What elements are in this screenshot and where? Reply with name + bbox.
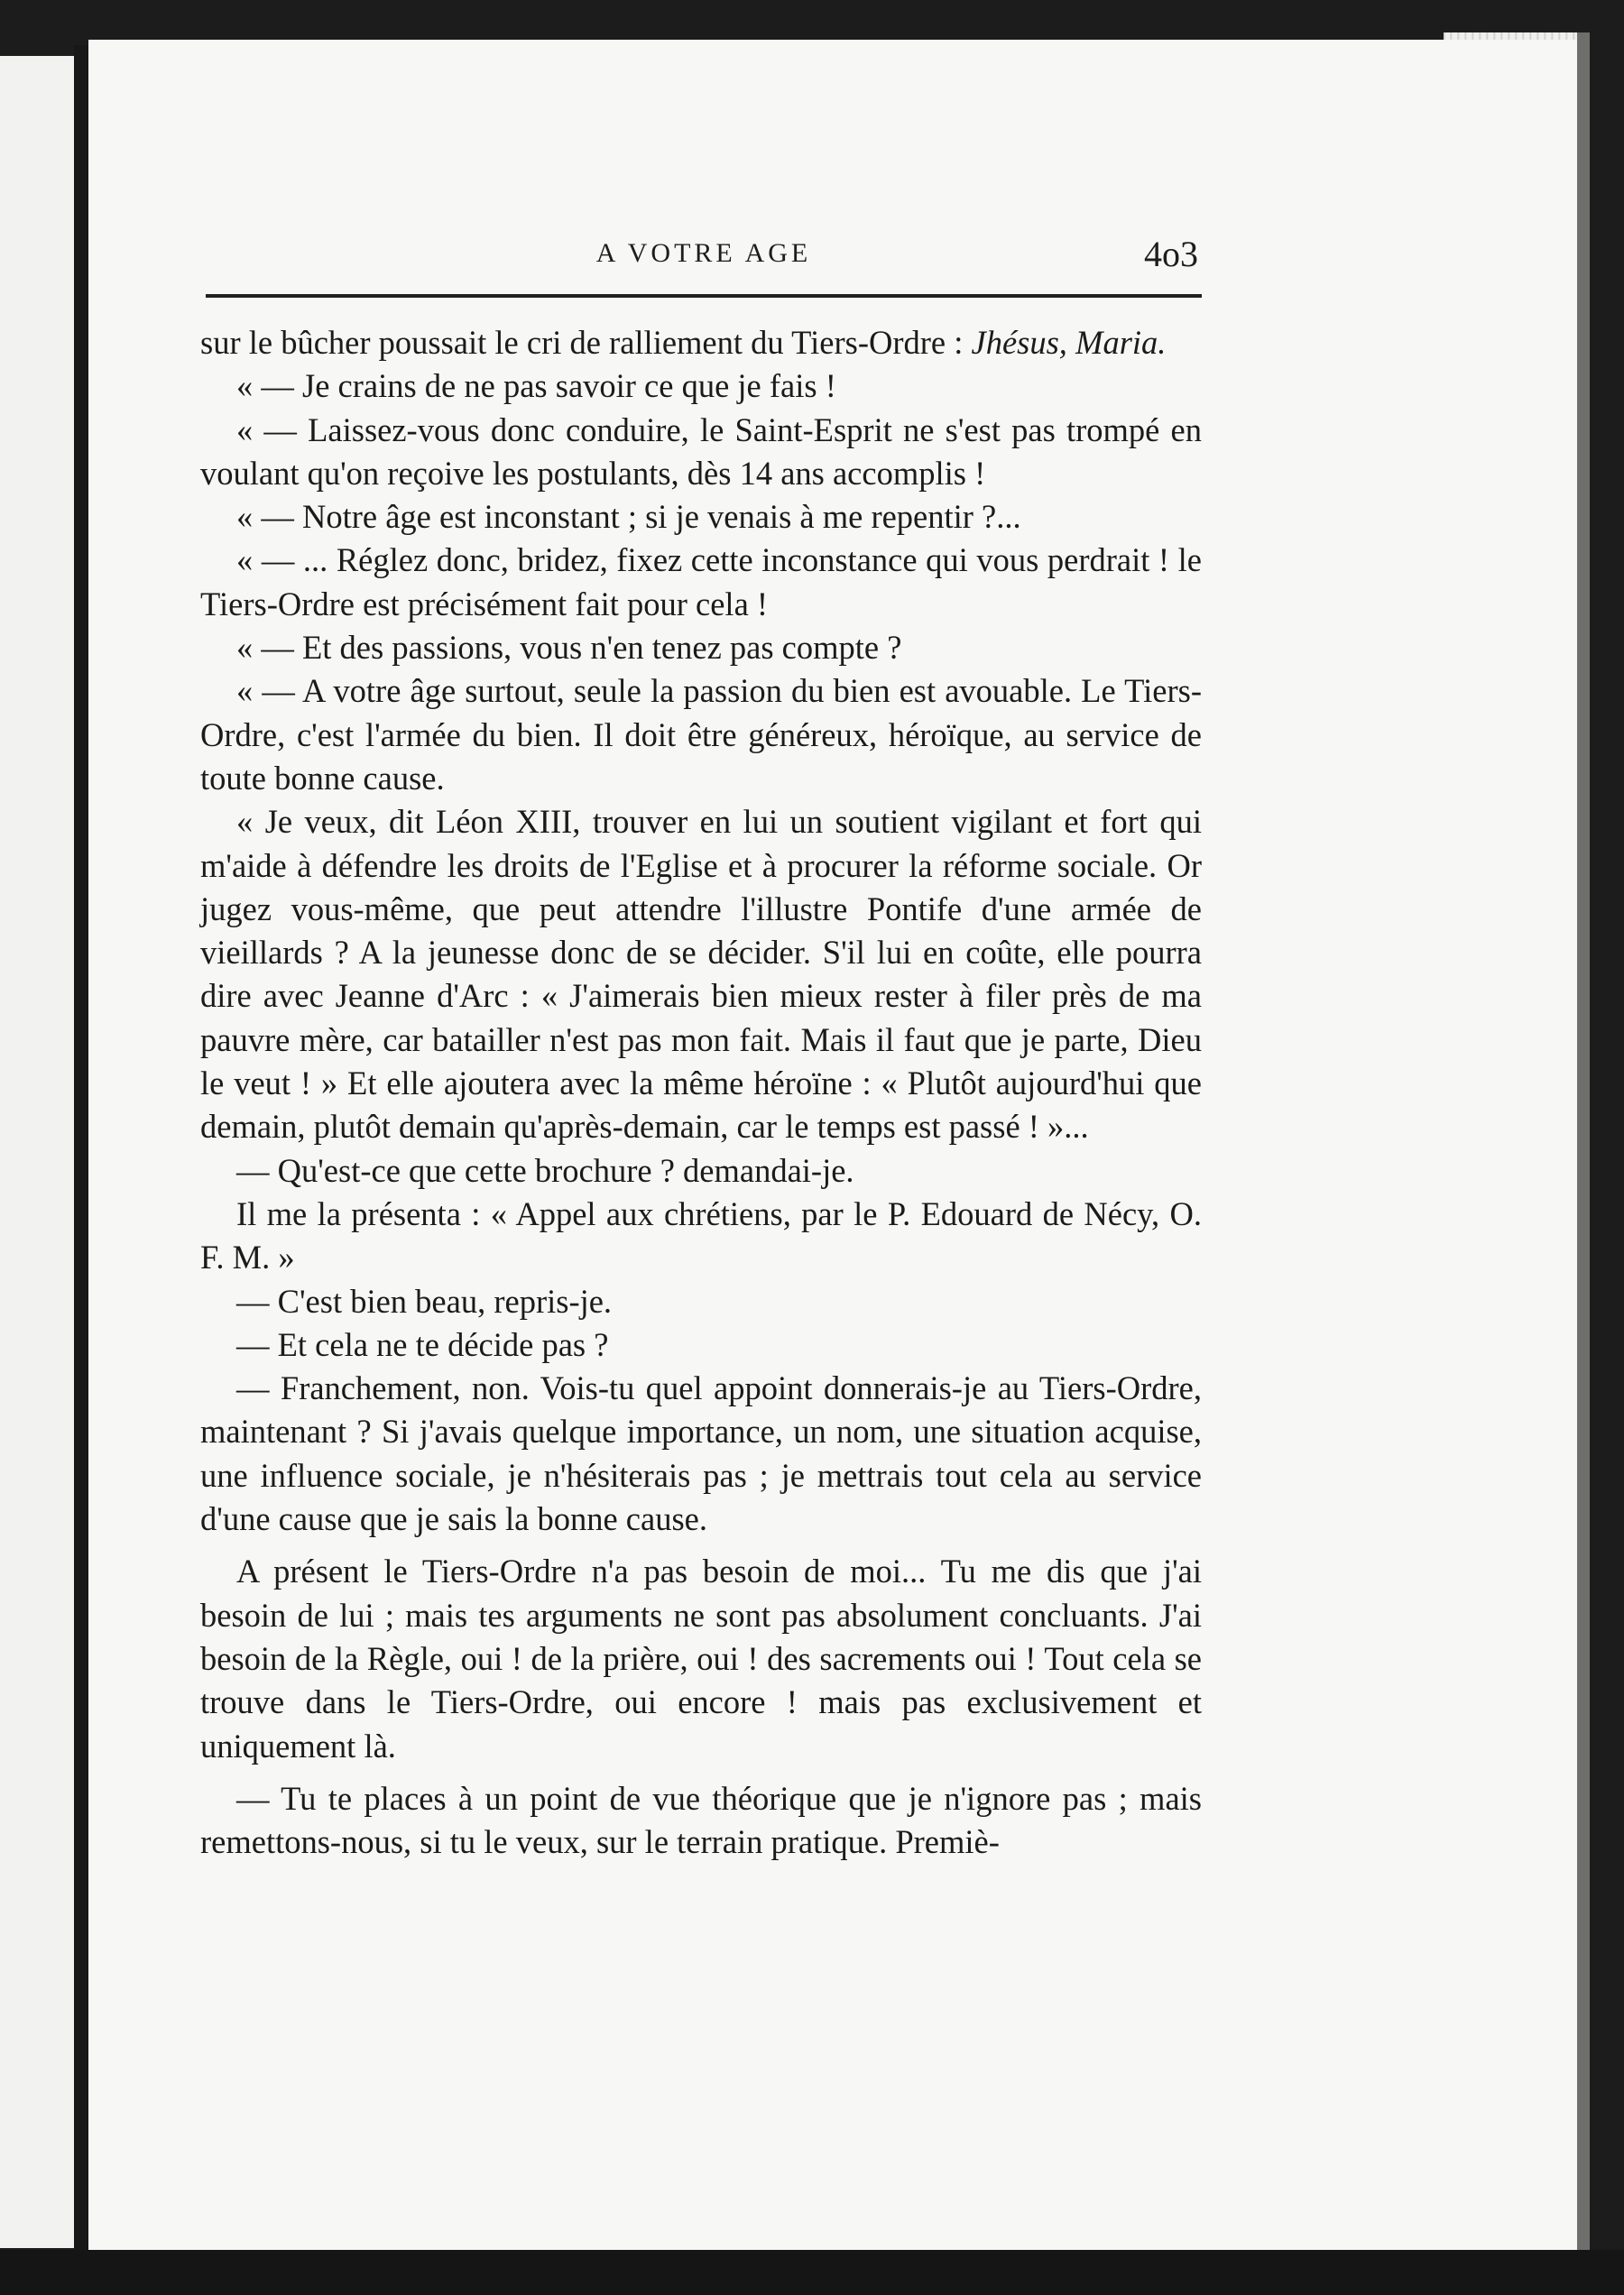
left-page-edge — [0, 56, 74, 2248]
page-body — [200, 321, 1202, 1864]
paragraph-15: — Tu te places à un point de vue théorique que je n'ignore pas ; mais remettons-nous, si tu le veux, sur le terrain pratique. Premiè- — [200, 1779, 1202, 1861]
paragraph-14: A présent le Tiers-Ordre n'a pas besoin de moi... Tu me dis que j'ai besoin de lui ; mais tes arguments ne sont pas absolument concluants. J'ai besoin de la Règle, oui ! de la prière, oui ! des sacrements oui ! Tout cela se trouve dans le Tiers-Ordre, oui encore ! mais pas exclusivement et uniquement là. — [200, 1553, 1202, 1765]
paragraph-11: — C'est bien beau, repris-je. — [236, 1282, 613, 1320]
page-header — [206, 233, 1202, 298]
paragraph-8: « Je veux, dit Léon XIII, trouver en lui un soutient vigilant et fort qui m'aide à défendre les droits de l'Eglise et à procurer la réforme sociale. Or jugez vous-même, que peut attendre l'illustre Pontife d'une armée de vieillards ? A la jeunesse donc de se décider. S'il lui en coûte, elle pourra dire avec Jeanne d'Arc : « J'aimerais bien mieux rester à filer près de ma pauvre mère, car batailler n'est pas mon fait. Mais il faut que je parte, Dieu le veut ! » Et elle ajoutera avec la même héroïne : « Plutôt aujourd'hui que demain, plutôt demain qu'après-demain, car le temps est passé ! »... — [200, 803, 1202, 1146]
paragraph-12: — Et cela ne te décide pas ? — [236, 1325, 609, 1363]
paragraph-9: — Qu'est-ce que cette brochure ? demandai-je. — [236, 1151, 854, 1189]
paragraph-1-text: sur le bûcher poussait le cri de ralliement du Tiers-Ordre : — [200, 324, 972, 361]
paragraph-7: « — A votre âge surtout, seule la passion du bien est avouable. Le Tiers-Ordre, c'est l'armée du bien. Il doit être généreux, héroïque, au service de toute bonne cause. — [200, 672, 1202, 797]
scan-bottom-border — [0, 2250, 1624, 2295]
page-edges-shadow — [1577, 32, 1590, 2252]
paragraph-1-italic: Jhésus, Maria. — [971, 324, 1167, 361]
running-title: A VOTRE AGE — [595, 238, 812, 268]
paragraph-5: « — ... Réglez donc, bridez, fixez cette inconstance qui vous perdrait ! le Tiers-Ordre est précisément fait pour cela ! — [200, 541, 1202, 622]
paragraph-1 — [200, 321, 1202, 364]
paragraph-4: « — Notre âge est inconstant ; si je venais à me repentir ?... — [236, 498, 1021, 536]
paragraph-10: Il me la présenta : « Appel aux chrétiens, par le P. Edouard de Nécy, O. F. M. » — [200, 1194, 1202, 1277]
paragraph-6: « — Et des passions, vous n'en tenez pas compte ? — [236, 629, 902, 667]
book-gutter — [74, 45, 88, 2264]
paragraph-3: « — Laissez-vous donc conduire, le Saint-Esprit ne s'est pas trompé en voulant qu'on reçoive les postulants, dès 14 ans accomplis ! — [200, 410, 1202, 492]
page-number: 4o3 — [1144, 234, 1198, 274]
paragraph-13: — Franchement, non. Vois-tu quel appoint donnerais-je au Tiers-Ordre, maintenant ? Si j'avais quelque importance, un nom, une situation acquise, une influence sociale, je n'hésiterais pas ; je mettrais tout cela au service d'une cause que je sais la bonne cause. — [200, 1369, 1202, 1538]
paragraph-2: « — Je crains de ne pas savoir ce que je fais ! — [236, 367, 836, 405]
